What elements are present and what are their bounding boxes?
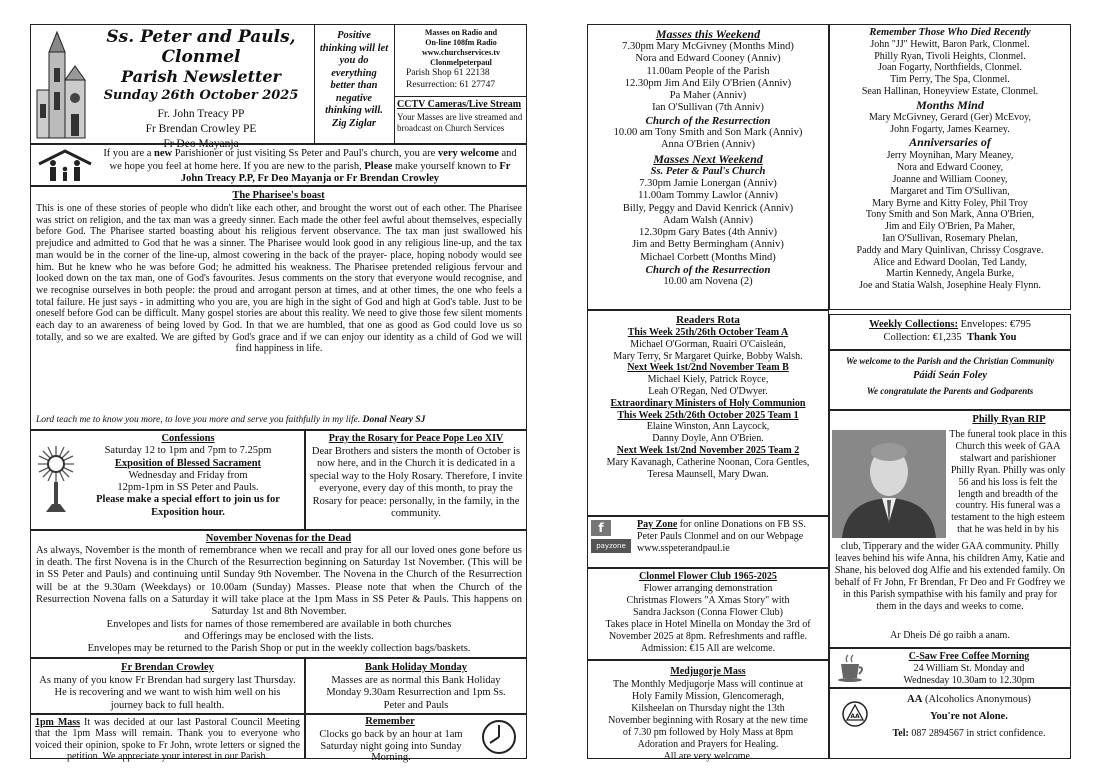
philly-irish: Ar Dheis Dé go raibh a anam. (890, 630, 1010, 641)
next-mass-1: 7.30pm Jamie Lonergan (Anniv) (639, 177, 777, 189)
resurrection-phone: Resurrection: 61 27747 (406, 80, 496, 90)
next-mass-3: Billy, Peggy and David Kenrick (Anniv) (622, 202, 794, 214)
ann-8: Ian O'Sullivan, Rosemary Phelan, (882, 232, 1018, 244)
flower-content (589, 571, 827, 655)
facebook-icon (591, 520, 611, 536)
baptism-name: Páidí Seán Foley (912, 370, 988, 381)
flower-line-4: Takes place in Hotel Minella on Monday the 3rd of (605, 619, 811, 630)
confessions-content (74, 433, 302, 519)
ann-6: Tony Smith and Son Mark, Anna O'Brien, (865, 209, 1035, 221)
flower-line-2: Christmas Flowers "A Xmas Story" with (626, 595, 790, 606)
newsletter-title-block (90, 27, 312, 150)
cctv-text: Your Masses are live streamed and broadcast on Church Services (397, 112, 523, 133)
coffee-line-1: 24 William St. Monday and (913, 663, 1025, 674)
em2-2: Teresa Maunsell, Mary Dwan. (647, 468, 769, 480)
confessions-heading: Confessions (161, 433, 215, 444)
coffee-heading: C-Saw Free Coffee Morning (908, 651, 1030, 662)
res-weekend-2: Anna O'Brien (Anniv) (660, 139, 756, 151)
clergy-3: Fr Deo Mayanja (163, 138, 239, 150)
aa-subheading: (Alcoholics Anonymous) (924, 694, 1031, 705)
ann-2: Nora and Edward Cooney, (897, 162, 1003, 174)
rota-a-2: Mary Terry, Sr Margaret Quirke, Bobby Walsh. (613, 350, 803, 362)
rota-b-2: Leah O'Regan, Ned O'Dwyer. (648, 385, 768, 397)
baptism-congrats: We congratulate the Parents and Godparents (866, 386, 1034, 396)
newsletter-subtitle: Parish Newsletter (121, 67, 281, 86)
died-2: Philly Ryan, Tivoli Heights, Clonmel. (874, 50, 1026, 62)
mm-2: John Fogarty, James Kearney. (890, 123, 1010, 135)
aa-tel: 087 2894567 in strict confidence. (911, 728, 1046, 739)
ann-11: Martin Kennedy, Angela Burke, (886, 268, 1014, 280)
family-house-icon (36, 148, 94, 183)
aa-content (871, 693, 1067, 740)
welcome-please: Please (364, 160, 393, 172)
header-divider-1 (314, 24, 315, 144)
resurrection-heading-1: Church of the Resurrection (645, 114, 771, 127)
church-illustration (35, 28, 87, 140)
masses-next-heading: Masses Next Weekend (653, 151, 763, 166)
parish-title: Ss. Peter and Pauls, Clonmel (106, 27, 296, 67)
onepm-heading: 1pm Mass (35, 717, 81, 728)
confessions-line-3: 12pm-1pm in SS Peter and Pauls. (117, 482, 259, 494)
em1-heading: This Week 25th/26th October 2025 Team 1 (617, 409, 799, 421)
ann-4: Margaret and Tim O'Sullivan, (890, 185, 1010, 197)
medj-line-5: of 7.30 pm followed by Holy Mass at 8pm (622, 727, 794, 738)
newsletter-date: Sunday 26th October 2025 (103, 88, 299, 103)
masses-weekend-heading: Masses this Weekend (655, 27, 761, 41)
novenas-envelopes (36, 619, 522, 656)
onepm-content (35, 717, 300, 763)
collections-heading: Weekly Collections: (869, 319, 959, 330)
medj-line-4: November beginning with Rosary at the new time (608, 715, 808, 726)
radio-info (396, 28, 526, 68)
rota-b-heading: Next Week 1st/2nd November Team B (627, 362, 789, 374)
remember-heading: Remember (365, 716, 415, 727)
mm-1: Mary McGivney, Gerard (Ger) McEvoy, (869, 111, 1031, 123)
died-4: Tim Perry, The Spa, Clonmel. (890, 74, 1010, 86)
radio-line-1: Masses on Radio and (424, 28, 498, 37)
header-divider-2 (394, 24, 395, 144)
holiday-body: Masses are as normal this Bank Holiday Monday 9.30am Resurrection and 1pm Ss. Peter and Pauls (326, 675, 506, 711)
philly-rest-text: club, Tipperary and the wider GAA community. Philly leaves behind his wife Anna, his children Amy, Katie and Shane, his beloved dog Alfie and his extended family. On behalf of Fr John, Fr Brendan, Fr Deo and Fr Godfrey we in this Parish sympathise with his family and pray for them in the days and weeks to come. (834, 541, 1066, 612)
weekend-mass-6: Ian O'Sullivan (7th Anniv) (652, 102, 764, 114)
clergy-2: Fr Brendan Crowley PE (145, 123, 257, 135)
welcome-text-2: Parishioner or just visiting Ss Peter and Paul's church, you are (174, 148, 436, 159)
brendan-body: As many of you know Fr Brendan had surgery last Thursday. He is recovering and we want to wish him well on his journey back to full health. (39, 675, 296, 711)
next-mass-7: Michael Corbett (Months Mind) (640, 251, 776, 263)
clock-icon (480, 718, 518, 756)
prayer-author: Donal Neary SJ (362, 415, 426, 425)
brendan-heading: Fr Brendan Crowley (121, 662, 214, 673)
welcome-new: new (154, 148, 173, 159)
weekend-mass-5: Pa Maher (Anniv) (669, 90, 747, 102)
resurrection-heading-2: Church of the Resurrection (645, 264, 771, 277)
philly-top-text: The funeral took place in this Church this week of GAA stalwart and parishioner Philly Ryan. Philly was only 56 and his loss is felt the length and breadth of the country. His funeral was a testament to the high esteem that he was held in by his (949, 429, 1067, 536)
medj-line-2: Holy Family Mission, Glencomeragh, (632, 691, 784, 702)
medj-line-7: All are very welcome. (663, 751, 753, 762)
payzone-body: for online Donations on FB SS. Peter Pauls Clonmel and on our Webpage www.sspeterandpaul.ie (637, 519, 806, 554)
next-mass-6: Jim and Betty Bermingham (Anniv) (632, 239, 784, 251)
facebook-icon-label: f (598, 521, 604, 535)
weekend-mass-4: 12.30pm Jim And Eily O'Brien (Anniv) (624, 77, 792, 89)
left-page (30, 24, 527, 763)
flower-heading: Clonmel Flower Club 1965-2025 (639, 571, 777, 582)
ann-3: Joanne and William Cooney, (892, 173, 1008, 185)
em2-1: Mary Kavanagh, Catherine Noonan, Cora Gentles, (606, 456, 810, 468)
pharisee-body: This is one of these stories of people who didn't like each other, and brought the worst out of each other. The Pharisee was strict on religion, and the tax man was a greedy sinner. Each made the other feel awful about themselves, especially before God. The Pharisee started boasting about his religious fervent observance. The tax man just swallowed his prejudice and admitted to God that he was a sinner. The Pharisee would look good in any religious line-up, and the tax man would be in the corner of the line-up, almost cowering in the back of the prayer- place, hoping nobody would see him. But he knew who he was before God; he admitted his weakness. The Pharisee pretended religious fervour and looked down on the tax man, one of God's favourites. Jesus comments on the story that everyone would recognise, and we recognise ourselves in both people: the proud and arrogant person at times, and at other times, the one who feels a total failure. He just says - in admitting who you are, you are high in the sight of God and high at God's table. Just to be oneself before God can be difficult. Many gospel stories are about this reality. We need to give those few silent moments each day to an awareness of being loved by God. In that we are humbled, that one as good as God could love us so totally, and so we are exalted. We are gifted by God's grace and if we can enjoy our identity as a child of God we will find happiness in life. (36, 203, 522, 355)
monstrance-icon (36, 444, 76, 514)
flower-line-1: Flower arranging demonstration (643, 583, 773, 594)
clergy-1: Fr. John Treacy PP (157, 108, 245, 120)
welcome-text-1: If you are a (103, 148, 152, 159)
svg-text:AA: AA (850, 713, 860, 720)
shop-phone: Parish Shop 61 22138 (406, 68, 490, 78)
weekend-mass-1: 7.30pm Mary McGivney (Months Mind) (622, 41, 794, 52)
ann-10: Alice and Edward Doolan, Ted Landy, (873, 256, 1027, 268)
cctv-heading: CCTV Cameras/Live Stream (397, 99, 522, 110)
em1-1: Elaine Winston, Ann Laycock, (646, 421, 770, 433)
exposition-heading: Exposition of Blessed Sacrament (114, 457, 262, 469)
radio-line-2: On-line 108fm Radio (425, 38, 497, 47)
next-mass-4: Adam Walsh (Anniv) (663, 214, 753, 226)
aa-heading: AA (907, 694, 923, 705)
died-5: Sean Hallinan, Honeyview Estate, Clonmel. (861, 85, 1039, 97)
em-heading: Extraordinary Ministers of Holy Communion (610, 397, 806, 409)
coffee-content (869, 651, 1069, 687)
next-mass-5: 12.30pm Gary Bates (4th Anniv) (639, 227, 777, 239)
positive-thinking-quote: Positive thinking will let you do everything better than negative thinking will. Zig Ziglar (319, 30, 389, 129)
middle-column (587, 24, 829, 762)
medjugorje-content (589, 664, 827, 763)
ann-9: Paddy and Mary Quinlivan, Chrissy Cosgrave. (856, 244, 1044, 256)
novenas-line-1: Envelopes and lists for names of those remembered are available in both churches (106, 619, 452, 630)
pharisee-prayer (36, 415, 522, 426)
remember-body: Clocks go back by an hour at 1am Saturday night going into Sunday Morning. (319, 729, 463, 763)
radio-line-3: www.churchservices.tv (421, 48, 501, 57)
aa-logo-icon (841, 700, 869, 728)
right-column (829, 24, 1071, 759)
cctv-divider (394, 96, 527, 97)
welcome-names: Fr John Treacy P.P, Fr Deo Mayanja or Fr Brendan Crowley (180, 160, 511, 184)
medj-line-3: Kilsheelan on Thursday night the 13th (631, 703, 785, 714)
payzone-heading: Pay Zone (637, 519, 678, 530)
aa-tel-label: Tel: (892, 728, 909, 739)
payzone-logo-icon (591, 539, 631, 553)
prayer-text: Lord teach me to know you more, to love you more and serve you faithfully in my life. (36, 415, 361, 425)
res-next: 10.00 am Novena (2) (663, 276, 753, 288)
confessions-line-1: Saturday 12 to 1pm and 7pm to 7.25pm (104, 445, 272, 457)
aa-not-alone: You're not Alone. (930, 711, 1008, 722)
rota-heading: Readers Rota (676, 314, 740, 326)
rosary-body: Dear Brothers and sisters the month of October is now here, and in the Church it is dedicated in a special way to the Holy Rosary. Therefore, I invite everyone, every day of this month, to pray the Rosary for peace: personally, in the family, in the community. (309, 446, 523, 520)
collections-collection: Collection: €1,235 (883, 332, 962, 343)
baptism-welcome: We welcome to the Parish and the Christian Community (845, 356, 1055, 366)
masses-content (589, 27, 827, 289)
philly-photo (832, 430, 946, 538)
payzone-logo-label: payzone (596, 542, 626, 550)
months-mind-heading: Months Mind (916, 97, 984, 112)
res-weekend-1: 10.00 am Tony Smith and Son Mark (Anniv) (613, 127, 803, 139)
welcome-text (98, 148, 522, 186)
ann-12: Joe and Statia Walsh, Josephine Healy Flynn. (859, 280, 1041, 292)
medj-line-6: Adoration and Prayers for Healing. (637, 739, 779, 750)
welcome-very-welcome: very welcome (437, 148, 499, 159)
rota-content (589, 313, 827, 480)
died-content (831, 27, 1069, 292)
holiday-heading: Bank Holiday Monday (364, 662, 468, 673)
novenas-body: As always, November is the month of remembrance when we recall and pray for all our loved ones gone before us in death. The first Novena is in the Church of the Resurrection beginning on Saturday 1st November. (This will be in SS Peter and Pauls) and continuing until Sunday 9th November. The Novena in the Church of the Resurrection will be at the 9.30am (Weekdays) or 10.00am (Sunday) Masses. Please note that when the Church of the Resurrection Novena falls on a Saturday it will take place at the 1pm Mass in SS Peter & Pauls. This happens on Saturday 1st and 8th November. (36, 545, 522, 618)
rota-a-1: Michael O'Gorman, Ruairi O'Caisleán, (630, 338, 786, 350)
baptism-content (831, 354, 1069, 398)
rosary-heading: Pray the Rosary for Peace Pope Leo XIV (328, 433, 504, 444)
next-church-heading: Ss. Peter & Paul's Church (650, 165, 766, 177)
em1-2: Danny Doyle, Ann O'Brien. (652, 433, 764, 445)
payzone-text (637, 519, 825, 555)
ann-1: Jerry Moynihan, Mary Meaney, (886, 150, 1014, 162)
weekend-mass-2: Nora and Edward Cooney (Anniv) (635, 53, 781, 65)
died-heading: Remember Those Who Died Recently (869, 27, 1031, 38)
pharisee-heading: The Pharisee's boast (232, 190, 325, 201)
coffee-line-2: Wednesday 10.30am to 12.30pm (903, 675, 1035, 686)
em2-heading: Next Week 1st/2nd November 2025 Team 2 (616, 444, 800, 456)
died-3: Joan Fogarty, Northfields, Clonmel. (878, 62, 1022, 74)
medj-line-1: The Monthly Medjugorje Mass will continue at (613, 679, 803, 690)
next-mass-2: 11.00am Tommy Lawlor (Anniv) (638, 190, 778, 202)
onepm-body: It was decided at our last Pastoral Council Meeting that the 1pm Mass will remain. Thank you to everyone who voiced their opinion, spoke to Fr John, wrote letters or signed the petition. We appreciate your interest in our Parish. (35, 717, 300, 763)
medjugorje-heading: Medjugorje Mass (670, 666, 746, 677)
coffee-cup-icon (837, 654, 867, 682)
welcome-text-4: make yourself known to (394, 160, 497, 172)
philly-heading: Philly Ryan RIP (972, 414, 1046, 425)
novenas-heading: November Novenas for the Dead (205, 533, 352, 544)
anniversaries-heading: Anniversaries of (909, 135, 991, 150)
confessions-line-2: Wednesday and Friday from (128, 469, 248, 481)
rota-a-heading: This Week 25th/26th October Team A (627, 327, 789, 338)
weekend-mass-3: 11.00am People of the Parish (646, 65, 770, 77)
flower-line-5: November 2025 at 8pm. Refreshments and raffle. (608, 631, 808, 642)
ann-7: Jim and Eily O'Brien, Pa Maher, (885, 221, 1015, 233)
radio-line-4: Clonmelpeterpaul (430, 58, 492, 67)
collections-content (831, 318, 1069, 344)
flower-line-3: Sandra Jackson (Conna Flower Club) (633, 607, 783, 618)
rota-b-1: Michael Kiely, Patrick Royce, (647, 374, 769, 386)
confessions-line-4: Please make a special effort to join us for Exposition hour. (96, 494, 280, 518)
died-1: John "JJ" Hewitt, Baron Park, Clonmel. (870, 38, 1030, 50)
welcome-text-3: and we hope you feel at home here. If you are new to the parish, (109, 148, 517, 172)
flower-line-6: Admission: €15 All are welcome. (640, 643, 776, 654)
collections-thanks: Thank You (966, 332, 1017, 343)
novenas-line-2: and Offerings may be enclosed with the lists. (184, 631, 374, 643)
collections-envelopes: Envelopes: €795 (960, 319, 1031, 330)
ann-5: Mary Byrne and Kitty Foley, Phil Troy (872, 197, 1028, 209)
novenas-line-3: Envelopes may be returned to the Parish Shop or put in the weekly collection bags/baskets. (87, 643, 471, 655)
